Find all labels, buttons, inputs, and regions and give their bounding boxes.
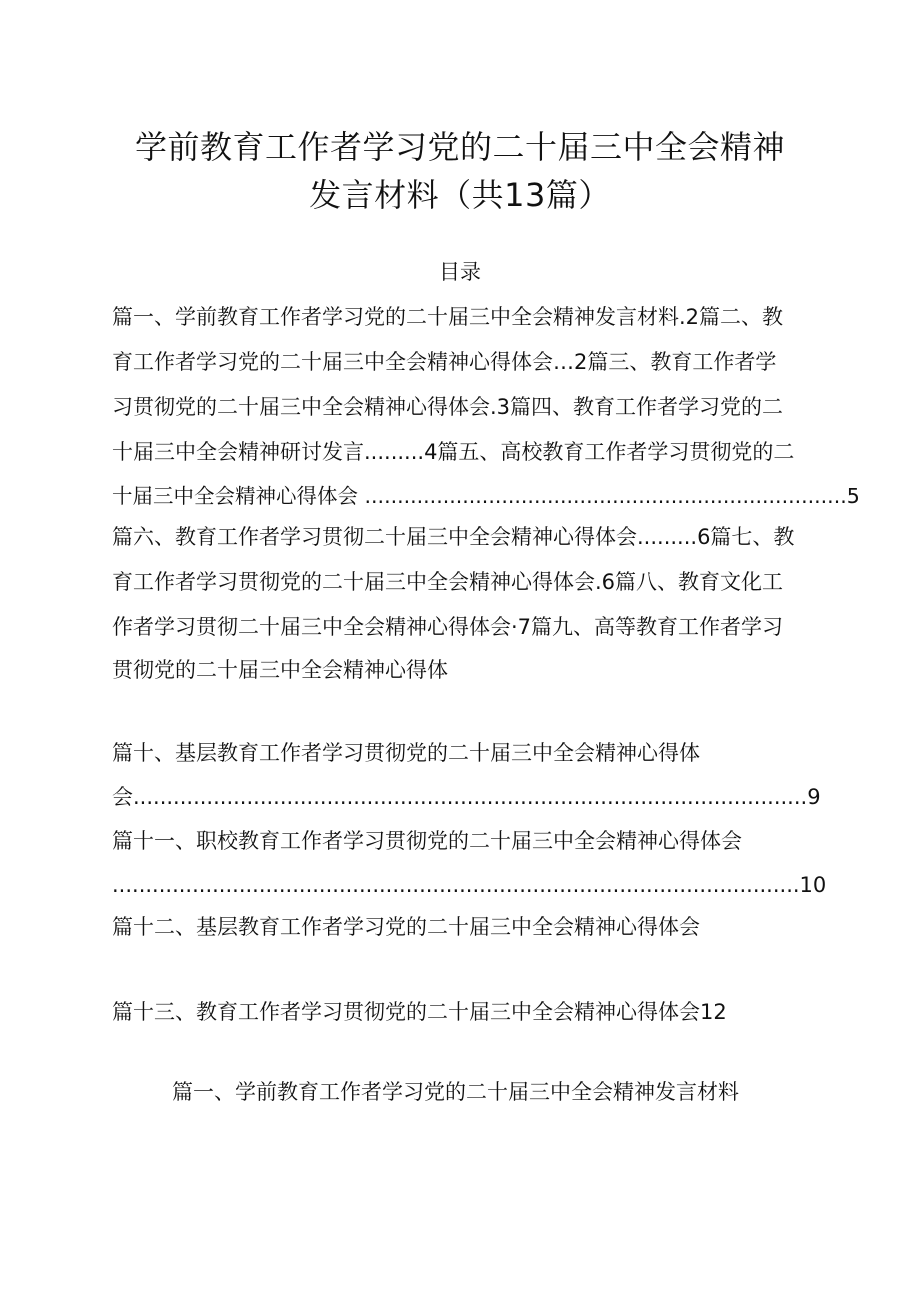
toc-heading: 目录 bbox=[439, 260, 481, 284]
toc-line: 十届三中全会精神心得体会 ..........................................................................5 bbox=[112, 484, 860, 508]
toc-line: 育工作者学习贯彻党的二十届三中全会精神心得体会.6篇八、教育文化工 bbox=[112, 570, 784, 594]
document-title-line-1: 学前教育工作者学习党的二十届三中全会精神 bbox=[134, 128, 785, 166]
section-heading: 篇一、学前教育工作者学习党的二十届三中全会精神发言材料 bbox=[172, 1080, 739, 1104]
toc-line: 育工作者学习党的二十届三中全会精神心得体会…2篇三、教育工作者学 bbox=[112, 350, 777, 374]
toc-line: 习贯彻党的二十届三中全会精神心得体会.3篇四、教育工作者学习党的二 bbox=[112, 395, 784, 419]
toc-line: 篇十二、基层教育工作者学习党的二十届三中全会精神心得体会 bbox=[112, 915, 700, 939]
toc-line: 篇十、基层教育工作者学习贯彻党的二十届三中全会精神心得体 bbox=[112, 741, 700, 765]
toc-line: 篇一、学前教育工作者学习党的二十届三中全会精神发言材料.2篇二、教 bbox=[112, 305, 784, 329]
toc-line: 会.....................................................................................................9 bbox=[112, 785, 821, 809]
toc-line: 篇十三、教育工作者学习贯彻党的二十届三中全会精神心得体会12 bbox=[112, 1000, 727, 1024]
document-title-line-2: 发言材料（共13篇） bbox=[309, 176, 611, 214]
toc-line: 十届三中全会精神研讨发言.........4篇五、高校教育工作者学习贯彻党的二 bbox=[112, 440, 795, 464]
toc-line: 作者学习贯彻二十届三中全会精神心得体会·7篇九、高等教育工作者学习 bbox=[112, 615, 784, 639]
toc-line: 篇十一、职校教育工作者学习贯彻党的二十届三中全会精神心得体会 bbox=[112, 829, 742, 853]
toc-line: .......................................................................................................10 bbox=[112, 873, 827, 897]
toc-line: 篇六、教育工作者学习贯彻二十届三中全会精神心得体会.........6篇七、教 bbox=[112, 525, 795, 549]
toc-line: 贯彻党的二十届三中全会精神心得体 bbox=[112, 658, 448, 682]
